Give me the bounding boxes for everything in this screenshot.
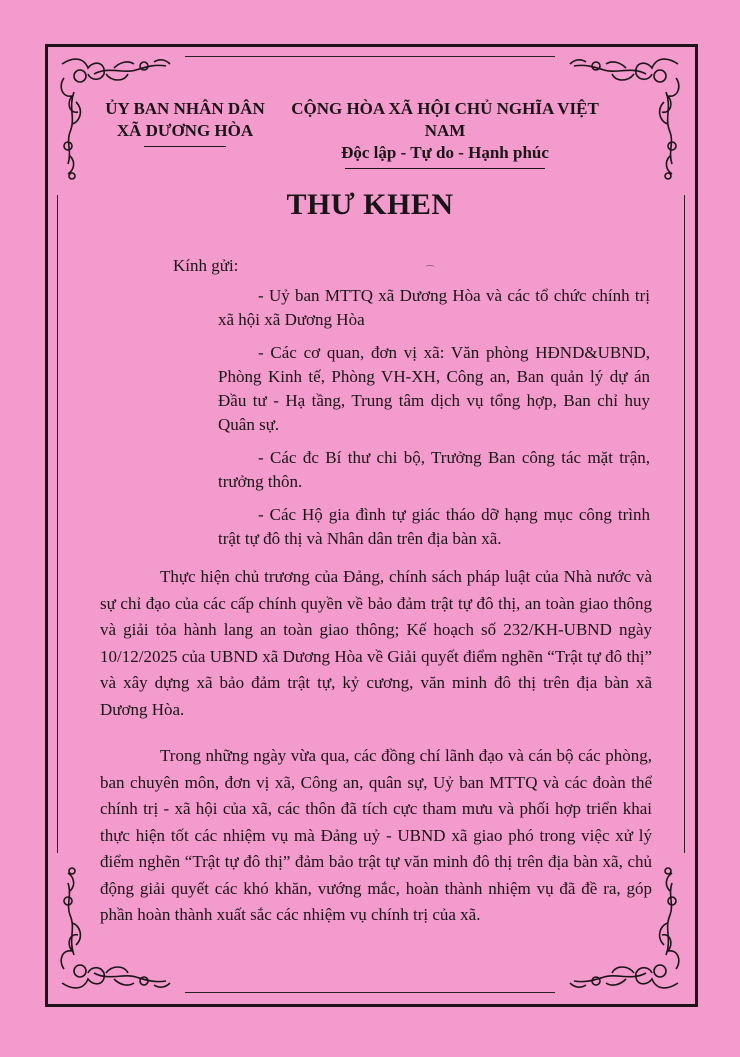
- document-title: THƯ KHEN: [286, 188, 454, 221]
- authority-line-2: XÃ DƯƠNG HÒA: [116, 121, 254, 140]
- recipient-item: - Các cơ quan, đơn vị xã: Văn phòng HĐND&UBND, Phòng Kinh tế, Phòng VH-XH, Công an, Ban quản lý dự án Đầu tư - Hạ tầng, Trung tâm dịch vụ tổng hợp, Ban chỉ huy Quân sự.: [218, 343, 650, 434]
- motto-underline: [345, 168, 545, 169]
- greeting-label: Kính gửi:: [173, 256, 239, 275]
- recipient-list: [218, 284, 650, 560]
- national-motto: [290, 98, 600, 169]
- recipient-item: - Các Hộ gia đình tự giác tháo dỡ hạng mục công trình trật tự đô thị và Nhân dân trên địa bàn xã.: [218, 505, 650, 548]
- body-paragraph-1: [100, 564, 652, 723]
- paragraph-text: Thực hiện chủ trương của Đảng, chính sách pháp luật của Nhà nước và sự chỉ đạo của các cấp chính quyền về bảo đảm trật tự đô thị, an toàn giao thông và giải tỏa hành lang an toàn giao thông; Kế hoạch số 232/KH-UBND ngày 10/12/2025 của UBND xã Dương Hòa về Giải quyết điểm nghẽn “Trật tự đô thị” và xây dựng xã bảo đảm trật tự, kỷ cương, văn minh đô thị trên địa bàn xã Dương Hòa.: [100, 567, 652, 719]
- motto: Độc lập - Tự do - Hạnh phúc: [341, 143, 549, 162]
- body-paragraph-2: [100, 743, 652, 929]
- country-name: CỘNG HÒA XÃ HỘI CHỦ NGHĨA VIỆT NAM: [291, 99, 599, 140]
- paragraph-text: Trong những ngày vừa qua, các đồng chí lãnh đạo và cán bộ các phòng, ban chuyên môn, đơn vị xã, Công an, quân sự, Uỷ ban MTTQ và các đoàn thể chính trị - xã hội của xã, các thôn đã tích cực tham mưu và phối hợp triển khai thực hiện tốt các nhiệm vụ mà Đảng uỷ - UBND xã giao phó trong việc xử lý điểm nghẽn “Trật tự đô thị” đảm bảo trật tự văn minh đô thị trên địa bàn xã, chủ động giải quyết các khó khăn, vướng mắc, hoàn thành nhiệm vụ đã đề ra, góp phần hoàn thành xuất sắc các nhiệm vụ chính trị của xã.: [100, 746, 652, 924]
- stray-mark: ⌒: [425, 266, 435, 277]
- authority-underline: [144, 146, 226, 147]
- recipient-item: - Các đc Bí thư chi bộ, Trưởng Ban công tác mặt trận, trưởng thôn.: [218, 448, 650, 491]
- recipient-item: - Uỷ ban MTTQ xã Dương Hòa và các tổ chức chính trị xã hội xã Dương Hòa: [218, 286, 650, 329]
- authority-line-1: ỦY BAN NHÂN DÂN: [105, 99, 265, 118]
- issuing-authority: [100, 98, 270, 147]
